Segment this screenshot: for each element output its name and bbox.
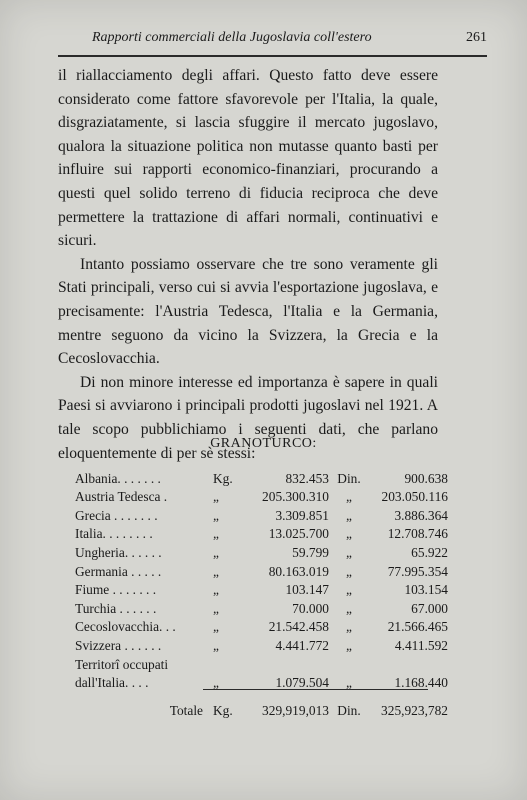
header-rule — [58, 55, 487, 57]
cell-v2: 1.168.440 — [394, 675, 448, 691]
cell-country: Fiume . . . . . . . — [75, 582, 157, 598]
cell-unit1: „ — [213, 489, 219, 505]
table-row — [75, 598, 448, 617]
cell-v1: 4.441.772 — [275, 637, 329, 653]
total-v1: 329,919,013 — [262, 703, 329, 719]
cell-country: Ungheria. . . . . . — [75, 544, 162, 560]
cell-unit2: „ — [346, 619, 352, 635]
cell-unit1: „ — [213, 507, 219, 523]
table-row — [75, 542, 448, 561]
cell-v1: 80.163.019 — [268, 563, 329, 579]
cell-unit2: „ — [346, 675, 352, 691]
table-row — [75, 635, 448, 654]
paragraph: Intanto possiamo osservare che tre sono veramente gli Stati principali, verso cui si avvia l'esportazione jugoslava, e precisamente: l'Austria Tedesca, l'Italia e la Germania, mentre seguono da vicino la Svizzera, la Grecia e la Cecoslovacchia. — [58, 255, 438, 368]
cell-unit2: „ — [346, 489, 352, 505]
cell-unit1 — [213, 654, 241, 673]
cell-unit1: „ — [213, 637, 219, 653]
cell-v1: 3.309.851 — [275, 507, 329, 523]
total-v2: 325,923,782 — [381, 703, 448, 719]
table-row — [75, 617, 448, 636]
cell-v2 — [369, 654, 448, 673]
cell-v1: 59.799 — [292, 544, 329, 560]
body-text — [58, 64, 438, 465]
cell-unit2: „ — [346, 526, 352, 542]
table-row — [75, 505, 448, 524]
cell-unit2: „ — [346, 600, 352, 616]
table-row — [75, 561, 448, 580]
cell-unit1: Kg. — [213, 470, 233, 486]
total-rule — [203, 689, 428, 690]
cell-country: Svizzera . . . . . . — [75, 637, 162, 653]
table-row — [75, 468, 448, 487]
cell-v2: 203.050.116 — [381, 489, 448, 505]
cell-v1: 21.542.458 — [268, 619, 329, 635]
cell-v2: 12.708.746 — [387, 526, 448, 542]
cell-unit2: „ — [346, 637, 352, 653]
cell-v2: 67.000 — [411, 600, 448, 616]
cell-unit2: „ — [346, 582, 352, 598]
cell-v1: 832.453 — [285, 470, 329, 486]
cell-country: dall'Italia. . . . — [75, 675, 149, 691]
cell-v1: 103.147 — [285, 582, 329, 598]
cell-v2: 77.995.354 — [387, 563, 448, 579]
paragraph: Di non minore interesse ed importanza è sapere in quali Paesi si avviarono i principali prodotti jugoslavi nel 1921. A tale scopo pubblichiamo i seguenti dati, che parlano eloquentemente di per sè stessi: — [58, 373, 438, 462]
cell-v2: 900.638 — [404, 470, 448, 486]
total-unit1: Kg. — [213, 703, 233, 719]
table-row — [75, 654, 448, 673]
cell-unit1: „ — [213, 675, 219, 691]
cell-country: Grecia . . . . . . . — [75, 507, 158, 523]
cell-unit1: „ — [213, 582, 219, 598]
export-table — [75, 468, 448, 719]
cell-country: Germania . . . . . — [75, 563, 162, 579]
cell-v2: 103.154 — [404, 582, 448, 598]
cell-unit2 — [329, 654, 369, 673]
table-row — [75, 524, 448, 543]
total-label: Totale — [169, 703, 203, 719]
cell-country: Territorî occupati — [75, 656, 169, 672]
cell-country: Italia. . . . . . . . — [75, 526, 153, 542]
cell-unit2: Din. — [337, 470, 361, 486]
cell-v1: 70.000 — [292, 600, 329, 616]
cell-unit2: „ — [346, 544, 352, 560]
cell-v2: 3.886.364 — [394, 507, 448, 523]
cell-v1: 205.300.310 — [262, 489, 329, 505]
running-header — [60, 30, 487, 46]
cell-unit1: „ — [213, 600, 219, 616]
cell-v2: 4.411.592 — [394, 637, 448, 653]
total-unit2: Din. — [337, 703, 361, 719]
cell-unit1: „ — [213, 563, 219, 579]
page-number: 261 — [466, 30, 487, 45]
cell-v1: 13.025.700 — [268, 526, 329, 542]
table-row — [75, 487, 448, 506]
cell-country: Turchia . . . . . . — [75, 600, 157, 616]
cell-unit2: „ — [346, 563, 352, 579]
cell-country: Cecoslovacchia. . . — [75, 619, 176, 635]
cell-v2: 65.922 — [411, 544, 448, 560]
cell-unit2: „ — [346, 507, 352, 523]
cell-country: Austria Tedesca . — [75, 489, 168, 505]
paragraph: il riallacciamento degli affari. Questo fatto deve essere considerato come fattore sfavorevole per l'Italia, la quale, disgraziatamente, si lascia sfuggire il mercato jugoslavo, qualora la situazione politica non mutasse quanto basti per influire sui rapporti economico-finanziari, procurando a questi quel solido terreno di fiducia reciproca che deve permettere la trattazione di affari normali, continuativi e sicuri. — [58, 67, 438, 250]
cell-v1 — [241, 654, 329, 673]
cell-country: Albania. . . . . . . — [75, 470, 161, 486]
cell-v2: 21.566.465 — [387, 619, 448, 635]
running-title: Rapporti commerciali della Jugoslavia coll'estero — [92, 30, 372, 45]
table-row — [75, 580, 448, 599]
cell-unit1: „ — [213, 544, 219, 560]
total-row — [75, 691, 448, 719]
table-title: GRANOTURCO: — [210, 436, 317, 451]
cell-unit1: „ — [213, 619, 219, 635]
cell-unit1: „ — [213, 526, 219, 542]
cell-v1: 1.079.504 — [275, 675, 329, 691]
